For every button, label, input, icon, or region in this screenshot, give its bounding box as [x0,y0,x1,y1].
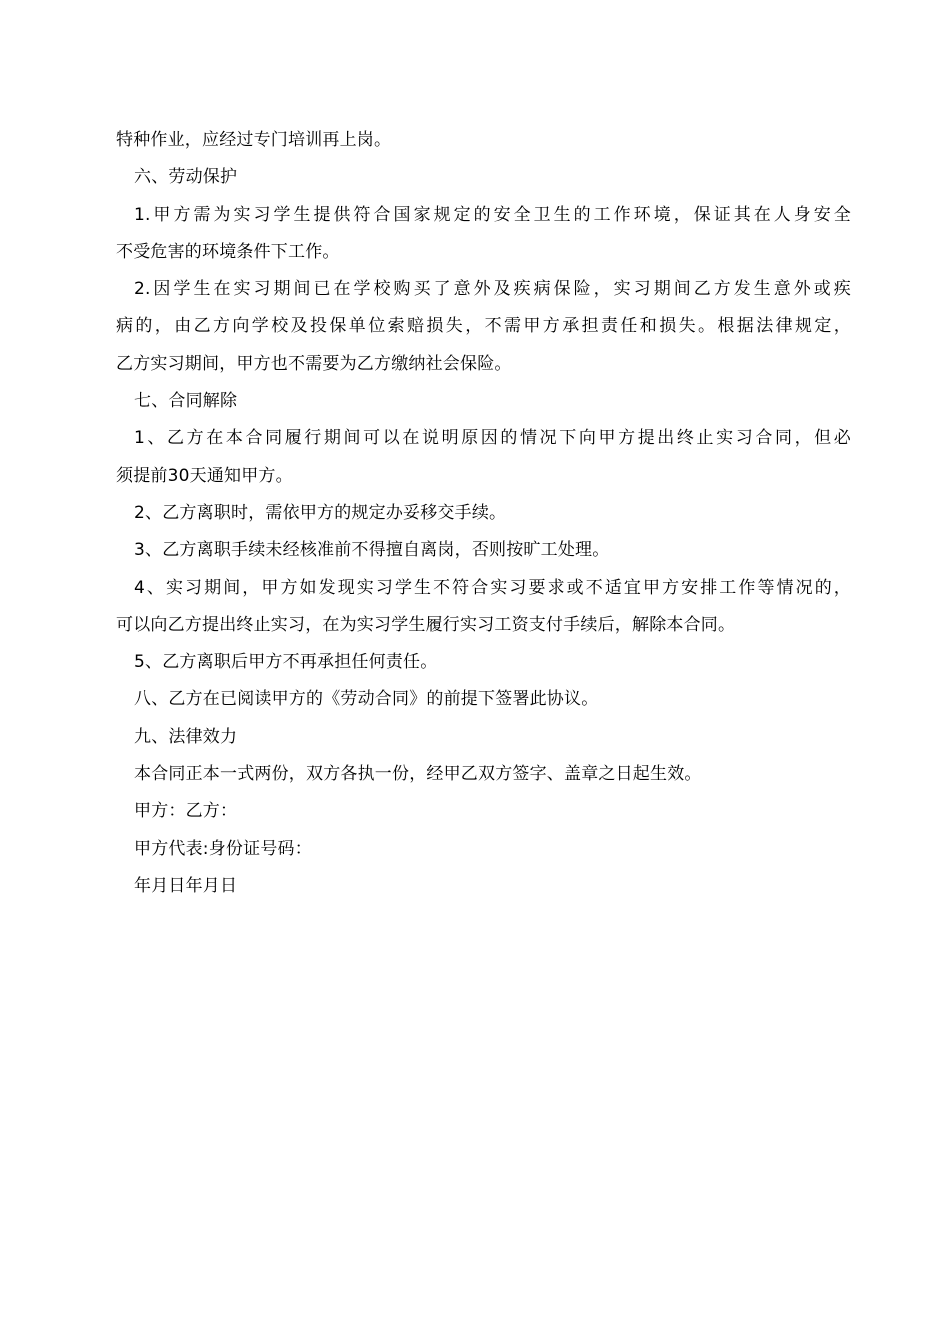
section-heading-agreement: 八、乙方在已阅读甲方的《劳动合同》的前提下签署此协议。 [134,689,599,710]
paragraph-line: 1.甲方需为实习学生提供符合国家规定的安全卫生的工作环境，保证其在人身安全 [134,204,851,225]
paragraph-line: 4、实习期间，甲方如发现实习学生不符合实习要求或不适宜甲方安排工作等情况的， [134,577,851,598]
signature-parties: 甲方：乙方： [134,801,238,822]
paragraph-line: 可以向乙方提出终止实习，在为实习学生履行实习工资支付手续后，解除本合同。 [116,614,736,635]
paragraph-line: 2.因学生在实习期间已在学校购买了意外及疾病保险，实习期间乙方发生意外或疾 [134,279,851,300]
paragraph-line: 特种作业，应经过专门培训再上岗。 [116,130,392,150]
document-body [116,122,851,905]
paragraph-line: 本合同正本一式两份，双方各执一份，经甲乙双方签字、盖章之日起生效。 [134,764,702,785]
paragraph-line: 3、乙方离职手续未经核准前不得擅自离岗，否则按旷工处理。 [134,540,610,561]
paragraph-line: 2、乙方离职时，需依甲方的规定办妥移交手续。 [134,502,507,523]
section-heading-legal-effect: 九、法律效力 [134,726,238,747]
paragraph-line: 病的，由乙方向学校及投保单位索赔损失，不需甲方承担责任和损失。根据法律规定， [116,316,851,337]
paragraph-line: 1、乙方在本合同履行期间可以在说明原因的情况下向甲方提出终止实习合同，但必 [134,428,851,449]
signature-representative: 甲方代表:身份证号码： [134,838,312,859]
paragraph-line: 乙方实习期间，甲方也不需要为乙方缴纳社会保险。 [116,353,512,374]
section-heading-labor-protection: 六、劳动保护 [134,167,238,188]
section-heading-contract-termination: 七、合同解除 [134,391,238,412]
paragraph-line: 须提前30天通知甲方。 [116,465,293,486]
signature-dates: 年月日年月日 [134,875,238,896]
paragraph-line: 5、乙方离职后甲方不再承担任何责任。 [134,652,438,673]
paragraph-line: 不受危害的环境条件下工作。 [116,241,340,262]
